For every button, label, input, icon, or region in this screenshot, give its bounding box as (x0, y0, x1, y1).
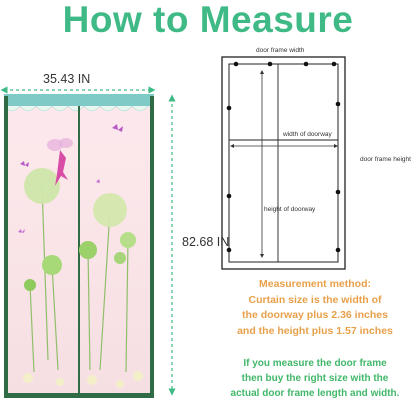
door-frame-diagram (222, 57, 345, 269)
curtain-height-label: 82.68 IN (182, 235, 230, 249)
curtain-image (4, 94, 154, 398)
advice-line: then buy the right size with the (241, 373, 389, 384)
method-line: Measurement method: (258, 278, 372, 290)
measurement-method (215, 277, 415, 339)
measurement-advice (215, 356, 415, 401)
method-line: and the height plus 1.57 inches (237, 324, 393, 337)
door-frame-height-label: door frame height (360, 156, 411, 163)
advice-line: actual door frame length and width. (230, 388, 400, 399)
advice-line: If you measure the door frame (243, 358, 387, 369)
page-title: How to Measure (62, 0, 354, 40)
method-line: the doorway plus 2.36 inches (242, 309, 388, 321)
height-of-doorway-label: height of doorway (264, 206, 316, 213)
width-of-doorway-label: width of doorway (283, 131, 332, 138)
method-line: Curtain size is the width of (248, 293, 382, 306)
door-frame-width-label: door frame width (256, 47, 305, 54)
curtain-width-label: 35.43 IN (43, 72, 91, 86)
